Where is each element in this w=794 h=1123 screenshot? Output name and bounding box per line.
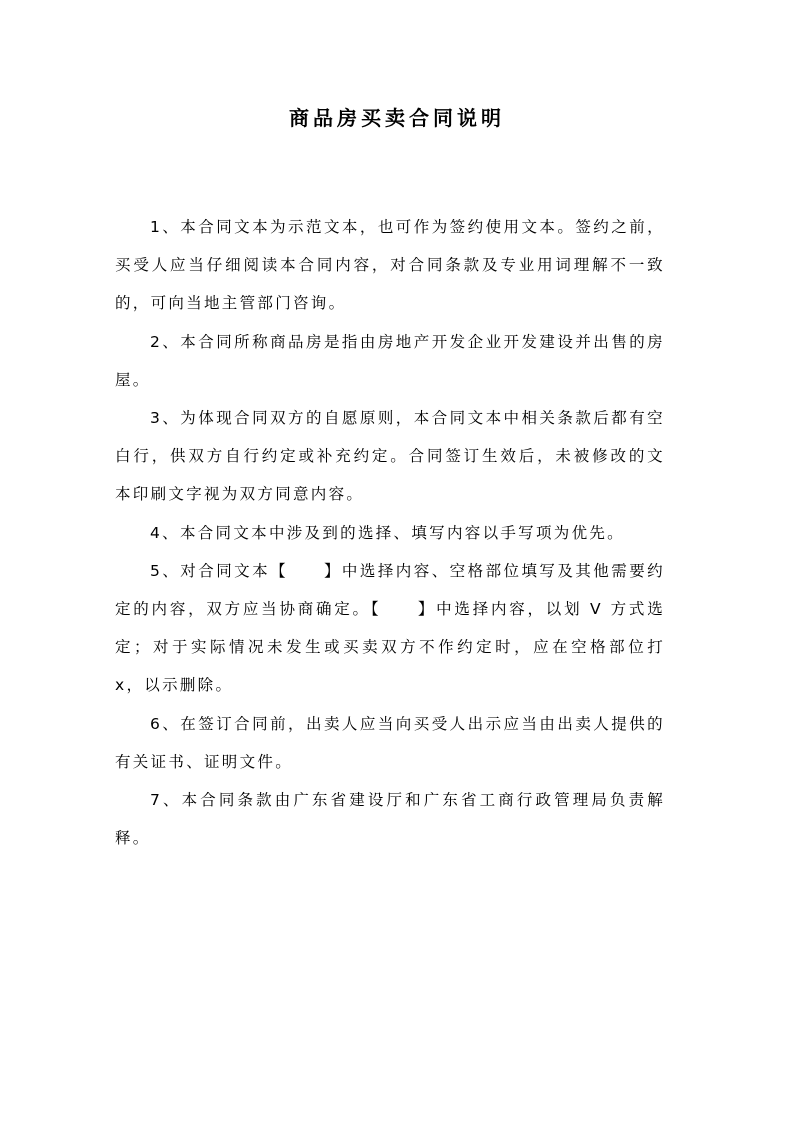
paragraph-3: 3、为体现合同双方的自愿原则，本合同文本中相关条款后都有空白行，供双方自行约定或补充约定。合同签订生效后，未被修改的文本印刷文字视为双方同意内容。: [115, 409, 665, 504]
paragraph-4: 4、本合同文本中涉及到的选择、填写内容以手写项为优先。: [150, 523, 625, 542]
paragraph-6: 6、在签订合同前，出卖人应当向买受人出示应当由出卖人提供的有关证书、证明文件。: [115, 714, 665, 771]
paragraph-7: 7、本合同条款由广东省建设厅和广东省工商行政管理局负责解释。: [115, 791, 665, 848]
paragraph-5: 5、对合同文本【 】中选择内容、空格部位填写及其他需要约定的内容，双方应当协商确定。【 】中选择内容，以划 V 方式选定；对于实际情况未发生或买卖双方不作约定时，应在空格部位打 x，以示删除。: [115, 561, 665, 695]
document-body: [115, 208, 665, 857]
paragraph-1: 1、本合同文本为示范文本，也可作为签约使用文本。签约之前，买受人应当仔细阅读本合同内容，对合同条款及专业用词理解不一致的，可向当地主管部门咨询。: [115, 218, 665, 313]
document-title: 商品房买卖合同说明: [289, 106, 505, 130]
paragraph-2: 2、本合同所称商品房是指由房地产开发企业开发建设并出售的房屋。: [115, 332, 665, 389]
